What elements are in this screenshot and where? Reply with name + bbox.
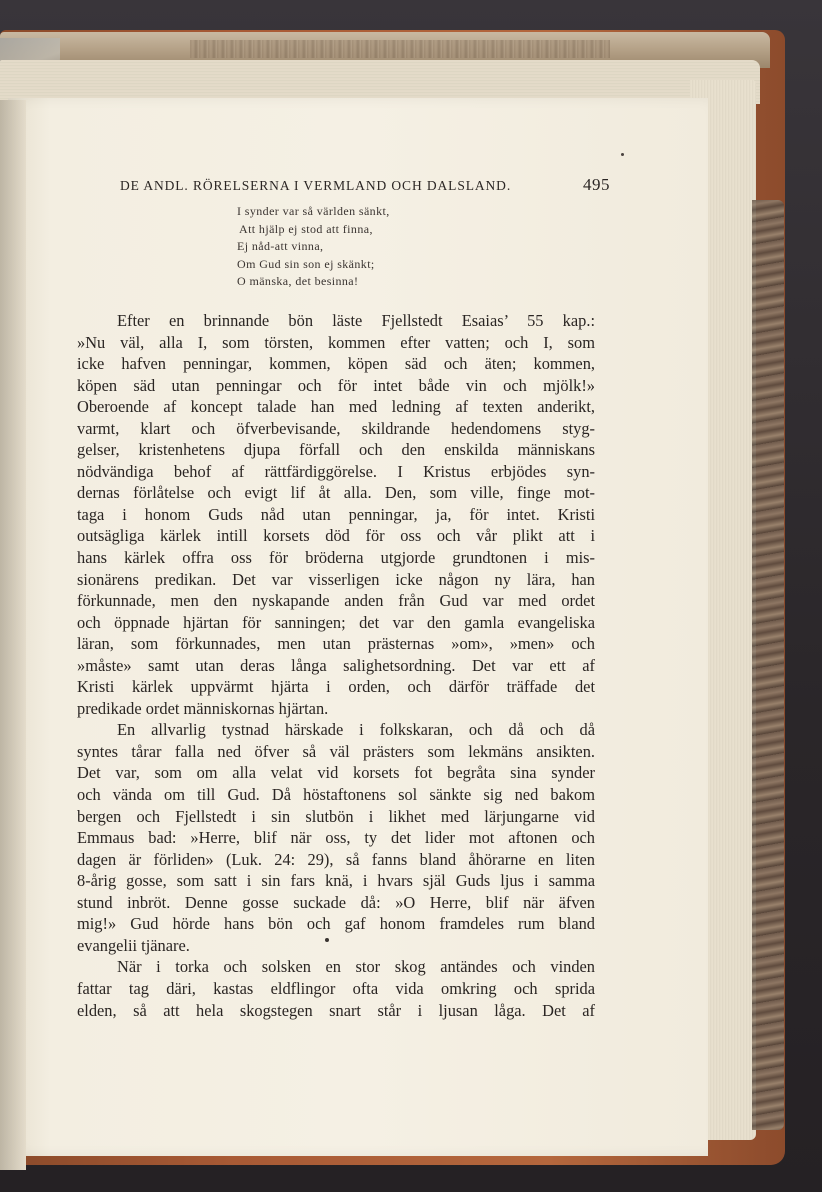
paragraph-line: 8-årig gosse, som satt i sin fars knä, i hvars själ Guds ljus i samma: [77, 871, 595, 891]
paragraph-line: evangelii tjänare.: [77, 935, 190, 955]
paragraph-line: nödvändiga behof af rättfärdiggörelse. I Kristus erbjödes syn-: [77, 461, 595, 481]
paragraph-line: köpen säd utan penningar och för intet både vin och mjölk!»: [77, 375, 595, 395]
paragraph-line: syntes tårar falla ned öfver så väl prästers som lekmäns ansikten.: [77, 741, 595, 761]
paragraph-line: outsägliga kärlek intill korsets död för oss och vår plikt att i: [77, 526, 595, 546]
paragraph-line: varmt, klart och öfverbevisande, skildrande hedendomens styg-: [77, 418, 595, 438]
page-number: 495: [583, 175, 610, 194]
running-head: [120, 175, 610, 195]
paragraph-line: predikade ordet människornas hjärtan.: [77, 698, 329, 718]
verse-block: [237, 203, 557, 291]
paragraph-line: »Nu väl, alla I, som törsten, kommen efter vatten; och I, som: [77, 332, 595, 352]
paragraph-line: fattar tag däri, kastas eldflingor ofta vida omkring och sprida: [77, 978, 595, 998]
verse-line: Ej nåd-att vinna,: [237, 239, 324, 254]
paragraph-line: och öppnade hjärtan för sanningen; det var den gamla evangeliska: [77, 612, 595, 632]
paragraph-line: gelser, kristenhetens djupa förfall och den enskilda människans: [77, 440, 595, 460]
paragraph-line: och vända om till Gud. Då höstaftonens sol sänkte sig ned bakom: [77, 785, 595, 805]
paragraph-line: hans kärlek offra oss för bröderna utgjorde grundtonen i mis-: [77, 548, 595, 568]
paper-speck: [621, 153, 624, 156]
paragraph-line: taga i honom Guds nåd utan penningar, ja, för intet. Kristi: [77, 504, 595, 524]
page-gutter: [0, 100, 26, 1170]
verse-line: Om Gud sin son ej skänkt;: [237, 256, 375, 271]
body-text: [77, 310, 595, 1021]
paragraph-line: När i torka och solsken en stor skog antändes och vinden: [117, 957, 595, 977]
marbled-fore-edge: [752, 200, 784, 1130]
paragraph-line: »måste» samt utan deras långa salighetsordning. Det var ett af: [77, 655, 595, 675]
paragraph-line: En allvarlig tystnad härskade i folkskaran, och då och då: [117, 720, 595, 740]
paragraph-line: Det var, som om alla velat vid korsets fot begråta sina synder: [77, 763, 595, 783]
paragraph-line: dagen är förliden» (Luk. 24: 29), så fanns bland åhörarne en liten: [77, 849, 595, 869]
ink-dot: [325, 938, 329, 942]
paragraph-line: Efter en brinnande bön läste Fjellstedt Esaias’ 55 kap.:: [117, 311, 595, 330]
running-title: DE ANDL. RÖRELSERNA I VERMLAND OCH DALSLAND.: [120, 178, 512, 193]
paragraph-line: förkunnade, men den nyskapande anden från Gud var med ordet: [77, 591, 595, 611]
verse-line: I synder var så världen sänkt,: [237, 204, 390, 218]
paragraph-line: Oberoende af koncept talade han med ledning af texten anderikt,: [77, 397, 595, 417]
paragraph-line: dernas förlåtelse och evigt lif åt alla. Den, som ville, finge mot-: [77, 483, 595, 503]
paragraph-line: läran, som förkunnades, men utan prästernas »om», »men» och: [77, 634, 595, 654]
paragraph-line: stund inbröt. Denne gosse suckade då: »O Herre, blif när äfven: [77, 892, 595, 912]
paragraph-line: elden, så att hela skogstegen snart står i ljusan låga. Det af: [77, 1000, 595, 1020]
verse-line: Att hjälp ej stod att finna,: [239, 221, 373, 236]
paragraph-line: Kristi kärlek uppvärmt hjärta i orden, och därför träffade det: [77, 677, 595, 697]
paragraph-line: icke hafven penningar, kommen, köpen säd och äten; kommen,: [77, 354, 595, 374]
paragraph-line: mig!» Gud hörde hans bön och gaf honom framdeles rum bland: [77, 914, 595, 934]
verse-line: O mänska, det besinna!: [237, 274, 359, 289]
paragraph-line: bergen och Fjellstedt i sin slutbön i likhet med lärjungarne vid: [77, 806, 595, 826]
paragraph-line: sionärens predikan. Det var visserligen icke någon ny lära, han: [77, 569, 595, 589]
paragraph-line: Emmaus bad: »Herre, blif när oss, ty det lider mot aftonen och: [77, 828, 595, 848]
